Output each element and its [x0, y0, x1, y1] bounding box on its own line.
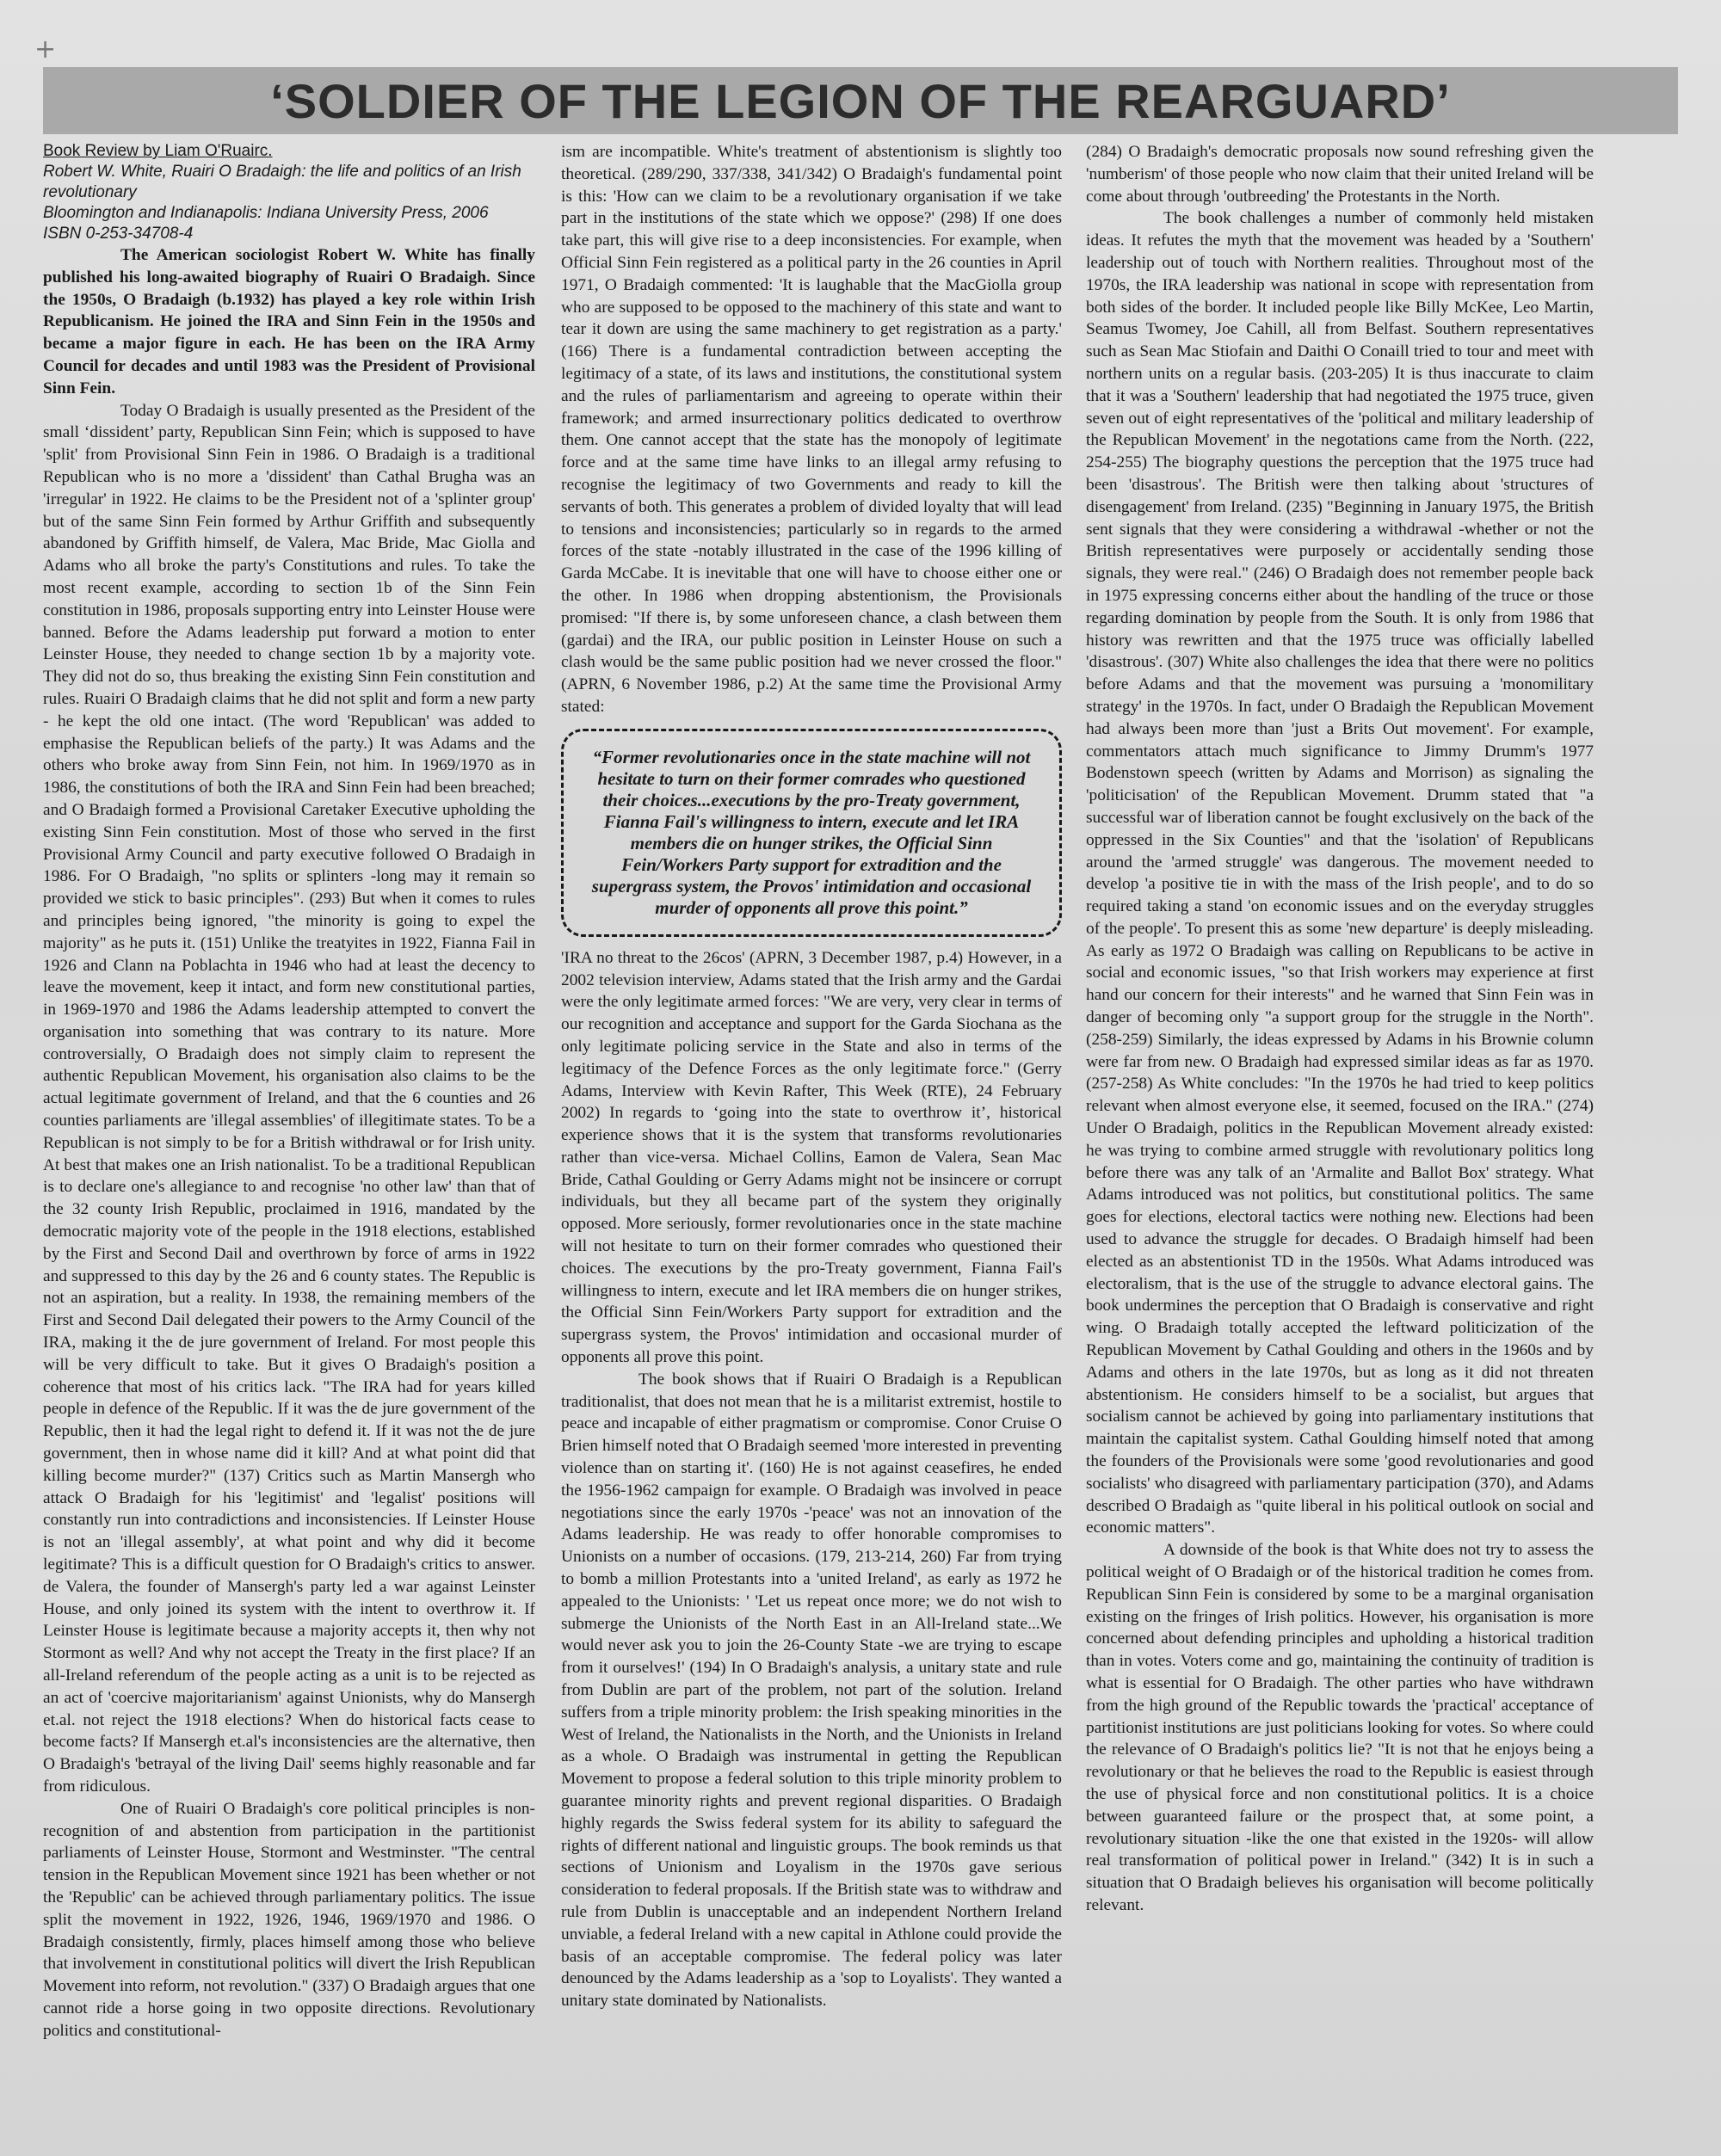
column-1 — [43, 141, 535, 2137]
publisher: Bloomington and Indianapolis: Indiana University Press, 2006 — [43, 204, 489, 222]
registration-mark-icon: + — [34, 34, 57, 65]
review-byline: Book Review by Liam O'Ruairc. — [43, 142, 273, 160]
lead-paragraph: The American sociologist Robert W. White has finally published his long-awaited biography of Ruairi O Bradaigh. Since the 1950s, O Bradaigh (b.1932) has played a key role within Irish Republicanism. He joined the IRA and Sinn Fein in the 1950s and became a major figure in each. He has been on the IRA Army Council for decades and until 1983 was the President of Provisional Sinn Fein. — [43, 246, 535, 397]
pull-quote: “Former revolutionaries once in the state machine will not hesitate to turn on their former comrades who questioned their choices...executions by the pro-Treaty government, Fianna Fail's willingness to intern, execute and let IRA members die on hunger strikes, the Official Sinn Fein/Workers Party support for extradition and the supergrass system, the Provos' intimidation and occasional murder of opponents all prove this point.” — [561, 729, 1062, 937]
headline-banner — [43, 67, 1678, 134]
byline-block — [43, 141, 535, 244]
book-title: Robert W. White, Ruairi O Bradaigh: the life and politics of an Irish revolutionary — [43, 163, 521, 201]
isbn: ISBN 0-253-34708-4 — [43, 225, 194, 243]
article-paragraph: Today O Bradaigh is usually presented as the President of the small ‘dissident’ party, Republican Sinn Fein; which is supposed to have 'split' from Provisional Sinn Fein in 1986. O Bradaigh is a traditional Republican who is no more a 'dissident' than Cathal Brugha was an 'irregular' in 1922. He claims to be the President not of a 'splinter group' but of the same Sinn Fein formed by Arthur Griffith and subsequently abandoned by Griffith himself, de Valera, Mac Bride, Mac Giolla and Adams who all broke the party's Constitutions and rules. To take the most recent example, according to section 1b of the Sinn Fein constitution in 1986, proposals supporting entry into Leinster House were banned. Before the Adams leadership put forward a motion to enter Leinster House, they needed to change section 1b by a majority vote. They did not do so, thus breaking the existing Sinn Fein constitution and rules. Ruairi O Bradaigh claims that he did not split and form a new party - he kept the old one intact. (The word 'Republican' was added to emphasise the Republican beliefs of the party.) It was Adams and the others who broke away from Sinn Fein, not him. In 1969/1970 as in 1986, the constitutions of both the IRA and Sinn Fein had been breached; and O Bradaigh formed a Provisional Caretaker Executive upholding the existing Sinn Fein constitution. Most of those who served in the first Provisional Army Council and party executive followed O Bradaigh in 1986. For O Bradaigh, "no splits or splinters -long may it remain so provided we stick to basic principles". (293) But when it comes to rules and principles being ignored, "the minority is going to expel the majority" as he puts it. (151) Unlike the treatyites in 1922, Fianna Fail in 1926 and Clann na Poblachta in 1946 who had at least the decency to leave the movement, keep it intact, and form new constitutional parties, in 1969-1970 and 1986 the Adams leadership attempted to convert the organisation into something that was contrary to its nature. More controversially, O Bradaigh does not simply claim to represent the authentic Republican Movement, his organisation also claims to be the actual legitimate government of Ireland, and that the 6 counties and 26 counties parliaments are 'illegal assemblies' of illegitimate states. To be a Republican is not simply to be for a British withdrawal or for Irish unity. At best that makes one an Irish nationalist. To be a traditional Republican is to declare one's allegiance to and recognise 'no other law' than that of the 32 county Irish Republic, proclaimed in 1916, mandated by the democratic majority vote of the people in the 1918 elections, established by the First and Second Dail and overthrown by force of arms in 1922 and suppressed to this day by the 26 and 6 county states. The Republic is not an aspiration, but a reality. In 1938, the remaining members of the First and Second Dail delegated their powers to the Army Council of the IRA, making it the de jure government of Ireland. For most people this will be very difficult to take. But it gives O Bradaigh's position a coherence that most of his critics lack. "The IRA had for years killed people in defence of the Republic. If it was the de jure government of the Republic, then it had the legal right to defend it. If it was not the de jure government, then in whose name did it kill? And at what point did that killing become murder?" (137) Critics such as Martin Mansergh who attack O Bradaigh for his 'legitimist' and 'legalist' positions will constantly run into contradictions and inconsistencies. If Leinster House is not an 'illegal assembly', at what point and why did it become legitimate? This is a difficult question for O Bradaigh's critics to answer. de Valera, the founder of Mansergh's party led a war against Leinster House, and only joined its system with the intent to overthrow it. If Leinster House is legitimate because a majority accepts it, then why not Stormont as well? And why not accept the Treaty in the first place? If an all-Ireland referendum of the people acting as a unit is to be rejected as an act of 'coercive majoritarianism' against Unionists, why do Mansergh et.al. not reject the 1918 elections? When do historical facts cease to become facts? If Mansergh et.al's inconsistencies are the alternative, then O Bradaigh's 'betrayal of the living Dail' seems highly reasonable and far from ridiculous. — [43, 401, 535, 1796]
article-paragraph: 'IRA no threat to the 26cos' (APRN, 3 December 1987, p.4) However, in a 2002 television interview, Adams stated that the Irish army and the Gardai were the only legitimate armed forces: "We are very, very clear in terms of our recognition and acceptance and support for the Garda Siochana as the only legitimate policing service in the State and also in terms of the legitimacy of the Defence Forces as the only legitimate force." (Gerry Adams, Interview with Kevin Rafter, This Week (RTE), 24 February 2002) In regards to ‘going into the state to overthrow it’, historical experience shows that it is the system that transforms revolutionaries rather than vice-versa. Michael Collins, Eamon de Valera, Sean Mac Bride, Cathal Goulding or Gerry Adams might not be insincere or corrupt individuals, but they all became part of the system they originally opposed. More seriously, former revolutionaries once in the state machine will not hesitate to turn on their former comrades who questioned their choices. The executions by the pro-Treaty government, Fianna Fail's willingness to intern, execute and let IRA members die on hunger strikes, the Official Sinn Fein/Workers Party support for extradition and the supergrass system, the Provos' intimidation and occasional murder of opponents all prove this point. — [561, 948, 1062, 1367]
column-2 — [561, 141, 1062, 2137]
article-paragraph: The book challenges a number of commonly held mistaken ideas. It refutes the myth that the movement was headed by a 'Southern' leadership out of touch with Northern realities. Throughout most of the 1970s, the IRA leadership was national in scope with representation from both sides of the border. It included people like Billy McKee, Leo Martin, Seamus Twomey, Joe Cahill, all from Belfast. Southern representatives such as Sean Mac Stiofain and Daithi O Conaill tried to tour and meet with northern units on a regular basis. (203-205) It is thus inaccurate to claim that it was a 'Southern' leadership that had negotiated the 1975 truce, given seven out of eight representatives of the 'political and military leadership of the Republican Movement' in the negotations came from the North. (222, 254-255) The biography questions the perception that the 1975 truce had been 'disastrous'. The British were then talking about 'structures of disengagement' from Ireland. (235) "Beginning in January 1975, the British sent signals that they were considering a withdrawal -whether or not the British representatives were purposely or accidentally sending those signals, they were real." (246) O Bradaigh does not remember people back in 1975 expressing concerns either about the handling of the truce or those regarding domination by people from the South. It is only from 1986 that history was rewritten and that the 1975 truce was officially labelled 'disastrous'. (307) White also challenges the idea that there were no politics before Adams and that the movement was pursuing a 'monomilitary strategy' in the 1970s. In fact, under O Bradaigh the Republican Movement had always been more than 'just a Brits Out movement'. For example, commentators attach much significance to Jimmy Drumm's 1977 Bodenstown speech (written by Adams and Morrison) as signaling the 'politicisation' of the Republican Movement. Drumm stated that "a successful war of liberation cannot be fought exclusively on the back of the oppressed in the Six Counties" and that the 'isolation' of Republicans around the 'armed struggle' was dangerous. The movement needed to develop 'a positive tie in with the mass of the Irish people', and to do so required taking a stand 'on economic issues and on the everyday struggles of the people'. To present this as some 'new departure' is deeply misleading. As early as 1972 O Bradaigh was calling on Republicans to be active in social and economic issues, "so that Irish workers may experience at first hand our concern for their interests" and he warned that Sinn Fein was in danger of becoming only "a support group for the struggle in the North". (258-259) Similarly, the ideas expressed by Adams in his Brownie column were far from new. O Bradaigh had expressed similar ideas as far as 1970. (257-258) As White concludes: "In the 1970s he had tried to keep politics relevant when almost everyone else, it seemed, focused on the IRA." (274) Under O Bradaigh, politics in the Republican Movement already existed: he was trying to combine armed struggle with revolutionary politics long before there was any talk of an 'Armalite and Ballot Box' strategy. What Adams introduced was not politics, but constitutional politics. The same goes for elections, electoral tactics were nothing new. Elections had been used to advance the struggle for decades. O Bradaigh himself had been elected as an abstentionist TD in the 1950s. What Adams introduced was electoralism, that is the use of the struggle to advance electoral gains. The book undermines the perception that O Bradaigh is conservative and right wing. O Bradaigh totally accepted the leftward politicization of the Republican Movement by Cathal Goulding and others in the 1960s and by Adams and others in the late 1970s, but as long as it did not threaten abstentionism. He considers himself to be a socialist, but argues that socialism cannot be achieved by going into parliamentary institutions that maintain the capitalist system. Cathal Goulding himself noted that among the founders of the Provisionals were some 'good revolutionaries and good socialists' who disagreed with parliamentary participation (370), and Adams described O Bradaigh as "quite liberal in his political outlook on social and economic matters". — [1086, 209, 1594, 1537]
headline: ‘SOLDIER OF THE LEGION OF THE REARGUARD’ — [270, 73, 1451, 128]
article-paragraph: ism are incompatible. White's treatment of abstentionism is slightly too theoretical. (289/290, 337/338, 341/342) O Bradaigh's fundamental point is this: 'How can we claim to be a revolutionary organisation if we take part in the institutions of the state which we oppose?' (298) If one does take part, this will give rise to a deep inconsistencies. For example, when Official Sinn Fein registered as a political party in the 26 counties in April 1971, O Bradaigh commented: 'It is laughable that the MacGiolla group who are supposed to be opposed to the machinery of this state and want to tear it down are using the same machinery to get registration as a party.' (166) There is a fundamental contradiction between accepting the legitimacy of a state, of its laws and institutions, the constitutional system and the rules of parliamentarism and agreeing to operate within their framework; and armed insurrectionary politics dedicated to overthrow them. One cannot accept that the state has the monopoly of legitimate force and at the same time have links to an illegal army refusing to recognise the legitimacy of two Governments and ready to kill the servants of both. This generates a problem of divided loyalty that will lead to tensions and inconsistencies; particularly so in regards to the armed forces of the state -notably illustrated in the case of the 1996 killing of Garda McCabe. It is inevitable that one will have to choose either one or the other. In 1986 when dropping abstentionism, the Provisionals promised: "If there is, by some unforeseen chance, a clash between them (gardai) and the IRA, our public position in Leinster House on such a clash would be the same public position had we never crossed the floor." (APRN, 6 November 1986, p.2) At the same time the Provisional Army stated: — [561, 143, 1062, 716]
article-paragraph: (284) O Bradaigh's democratic proposals now sound refreshing given the 'numberism' of those people who now claim that their united Ireland will be come about through 'outbreeding' the Protestants in the North. — [1086, 143, 1594, 206]
column-3 — [1086, 141, 1594, 2137]
article-paragraph: A downside of the book is that White does not try to assess the political weight of O Bradaigh or of the historical tradition he comes from. Republican Sinn Fein is considered by some to be a marginal organisation existing on the fringes of Irish politics. However, his organisation is more concerned about defending principles and upholding a historical tradition than in votes. Voters come and go, maintaining the continuity of tradition is what is essential for O Bradaigh. The other parties who have withdrawn from the high ground of the Republic towards the 'practical' acceptance of partitionist institutions are just politicians looking for votes. So where could the relevance of O Bradaigh's politics lie? "It is not that he enjoys being a revolutionary or that he believes the road to the Republic is easiest through the use of physical force and non constitutional politics. It is a choice between guaranteed failure or the prospect that, at some point, a revolutionary situation -like the one that existed in the 1920s- will allow real transformation of political power in Ireland." (342) It is in such a situation that O Bradaigh believes his organisation will become politically relevant. — [1086, 1541, 1594, 1914]
article-paragraph: The book shows that if Ruairi O Bradaigh is a Republican traditionalist, that does not mean that he is a militarist extremist, hostile to peace and incapable of either pragmatism or compromise. Conor Cruise O Brien himself noted that O Bradaigh seemed 'more interested in preventing violence than on starting it'. (160) He is not against ceasefires, he ended the 1956-1962 campaign for example. O Bradaigh was involved in peace negotiations since the early 1970s -'peace' was not an innovation of the Adams leadership. He was ready to offer honorable compromises to Unionists on a number of occasions. (179, 213-214, 260) Far from trying to bomb a million Protestants into a 'united Ireland', as early as 1972 he appealed to the Unionists: ' 'Let us repeat once more; we do not wish to submerge the Unionists of the North East in an All-Ireland state...We would never ask you to join the 26-County State -we are trying to escape from it ourselves!' (194) In O Bradaigh's analysis, a unitary state and rule from Dublin are part of the problem, not part of the solution. Ireland suffers from a triple minority problem: the Irish speaking minorities in the West of Ireland, the Nationalists in the North, and the Unionists in Ireland as a whole. O Bradaigh was instrumental in getting the Republican Movement to propose a federal solution to this triple minority problem to guarantee minority rights and prevent regional disparities. O Bradaigh highly regards the Swiss federal system for its ability to safeguard the rights of different national and linguistic groups. The book reminds us that sections of Unionism and Loyalism in the 1970s gave serious consideration to federal proposals. If the British state was to withdraw and rule from Dublin is unacceptable and an independent Northern Ireland unviable, a federal Ireland with a new capital in Athlone could provide the basis of an acceptable compromise. The federal policy was later denounced by the Adams leadership as a 'sop to Loyalists'. They wanted a unitary state dominated by Nationalists. — [561, 1370, 1062, 2011]
article-paragraph: One of Ruairi O Bradaigh's core political principles is non-recognition of and abstention from participation in the partitionist parliaments of Leinster House, Stormont and Westminster. "The central tension in the Republican Movement since 1921 has been whether or not the 'Republic' can be achieved through parliamentary politics. The issue split the movement in 1922, 1926, 1946, 1969/1970 and 1986. O Bradaigh consistently, firmly, places himself among those who believe that involvement in constitutional politics will divert the Irish Republican Movement into reform, not revolution." (337) O Bradaigh argues that one cannot ride a horse going in two opposite directions. Revolutionary politics and constitutional- — [43, 1799, 535, 2040]
